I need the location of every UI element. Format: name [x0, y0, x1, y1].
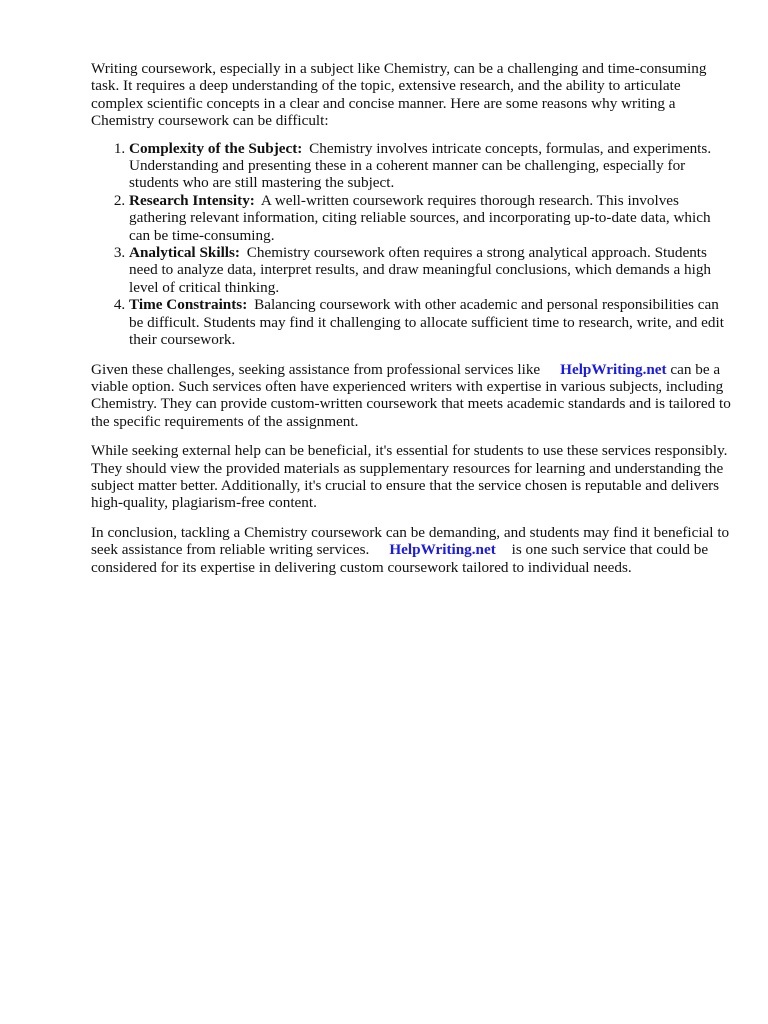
- reason-term: Analytical Skills:: [129, 244, 240, 262]
- list-item: [129, 244, 731, 296]
- document-page: [91, 60, 731, 588]
- assistance-text-after: can be a viable option. Such services often have experienced writers with expertise in various subjects, including Chemistry. They can provide custom-written coursework that meets academic standards and is tailored to the specific requirements of the assignment.: [91, 360, 731, 430]
- reason-text: Chemistry involves intricate concepts, formulas, and experiments. Understanding and presenting these in a coherent manner can be challenging, especially for students who are still mastering the subject.: [129, 139, 712, 192]
- reason-term: Complexity of the Subject:: [129, 139, 303, 157]
- responsibility-paragraph: While seeking external help can be beneficial, it's essential for students to use these services responsibly. They should view the provided materials as supplementary resources for learning and understanding the subject matter better. Additionally, it's crucial to ensure that the service chosen is reputable and delivers high-quality, plagiarism-free content.: [91, 442, 728, 512]
- helpwriting-link[interactable]: HelpWriting.net: [560, 360, 667, 378]
- list-item: [129, 192, 731, 244]
- assistance-text-before: Given these challenges, seeking assistance from professional services like: [91, 360, 541, 378]
- intro-paragraph: Writing coursework, especially in a subject like Chemistry, can be a challenging and time-consuming task. It requires a deep understanding of the topic, extensive research, and the ability to articulate complex scientific concepts in a clear and concise manner. Here are some reasons why writing a Chemistry coursework can be difficult:: [91, 60, 707, 130]
- helpwriting-link-conclusion[interactable]: HelpWriting.net: [389, 541, 496, 559]
- reasons-list: [91, 140, 731, 349]
- reason-text: Chemistry coursework often requires a strong analytical approach. Students need to analyze data, interpret results, and draw meaningful conclusions, which demands a high level of critical thinking.: [129, 244, 712, 296]
- list-item: [129, 296, 731, 348]
- conclusion-text-after: is one such service that could be considered for its expertise in delivering custom coursework tailored to individual needs.: [91, 541, 709, 576]
- reason-term: Time Constraints:: [129, 296, 248, 314]
- reason-term: Research Intensity:: [129, 191, 255, 209]
- reason-text: Balancing coursework with other academic and personal responsibilities can be difficult. Students may find it challenging to allocate sufficient time to research, write, and edit their coursework.: [129, 296, 724, 349]
- conclusion-text-before: In conclusion, tackling a Chemistry coursework can be demanding, and students may find it beneficial to seek assistance from reliable writing services.: [91, 523, 730, 559]
- assistance-paragraph: [91, 361, 731, 431]
- list-item: [129, 140, 731, 192]
- conclusion-paragraph: [91, 524, 731, 576]
- reason-text: A well-written coursework requires thorough research. This involves gathering relevant information, citing reliable sources, and incorporating up-to-date data, which can be time-consuming.: [129, 191, 711, 244]
